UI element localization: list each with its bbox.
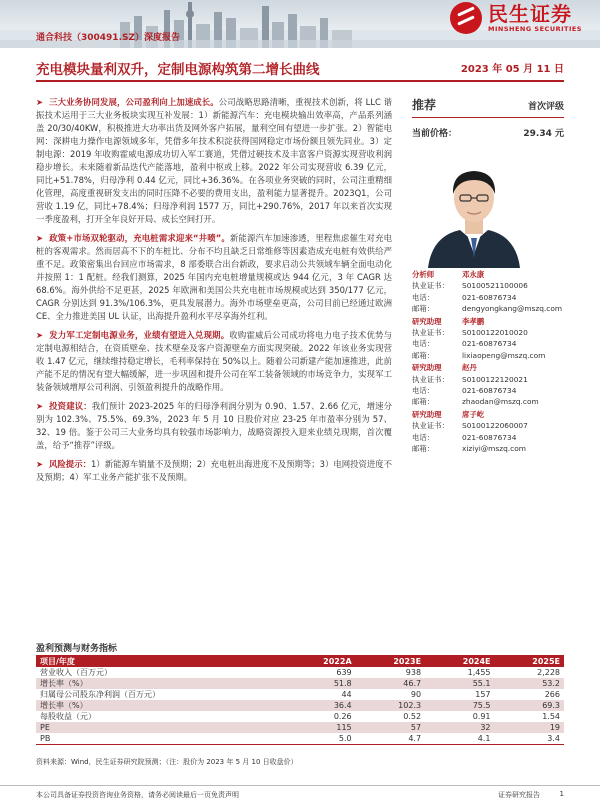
- column-header: 2024E: [425, 655, 494, 667]
- paragraph-text: 1）新能源车销量不及预期；2）充电桩出海进度不及预期等；3）电网投资进度不及预期；4）军工业务产能扩张不及预期。: [36, 459, 393, 482]
- brand-logo: [450, 2, 582, 34]
- footer-divider: [0, 785, 600, 786]
- analyst-block: [412, 268, 564, 315]
- table-cell: 19: [495, 722, 564, 733]
- paragraph-lead: 投资建议：: [49, 401, 92, 411]
- analyst-block: [412, 361, 564, 408]
- column-header: 2025E: [495, 655, 564, 667]
- minsheng-logo-icon: [450, 2, 482, 34]
- table-cell: 归属母公司股东净利润（百万元）: [40, 690, 160, 699]
- table-row: [36, 722, 564, 733]
- table-cell: 4.1: [425, 733, 494, 744]
- paragraph-lead: 政策+市场双轮驱动，充电桩需求迎来“井喷”。: [49, 233, 230, 243]
- paragraph-lead: 发力军工定制电源业务，业绩有望进入兑现期。: [49, 330, 230, 340]
- analyst-role: 研究助理: [412, 409, 442, 419]
- info-value: S0100122120021: [462, 374, 528, 384]
- report-date: 2023 年 05 月 11 日: [460, 64, 564, 75]
- table-cell: 55.1: [425, 678, 494, 689]
- info-key: 执业证书：: [412, 421, 449, 431]
- analyst-phone: [412, 292, 564, 303]
- rating-label: 推荐: [412, 98, 437, 112]
- footer-disclaimer: 本公司具备证券投资咨询业务资格，请务必阅读最后一页免责声明: [36, 791, 239, 799]
- paragraph-military-power: [36, 329, 392, 394]
- paragraph-text: 公司战略思路清晰，重视技术创新，将 LLC 谐振技术运用于三大业务板块实现互补发展：1）新能源汽车：充电模块输出效率高，产品系列涵盖 20/30/40KW，积极推进大功率出货及网外客户拓展，量利空间有望进一步扩张。2）智能电网：深耕电力操作电源领域多年，凭借多年技术积淀获得国网稳定市场份额且领先同业。3）定制电源：2019 年收购霍威电源成功切入军工赛道，凭借过硬技术及丰富客户资源实现营收利润稳步增长。未来随着新品迭代产能落地，盈利中枢或上移。2022 年公司实现营收 6.39 亿元，同比+51.78%，归母净利 0.44 亿元，同比+36.36%。在各项业务突破的同时，公司注重精细化管理，高度重视研发支出的同时压降不必要的费用支出，盈利能力显著提升。2023Q1，公司营收 1.19 亿，同比+78.4%；归母净利润 1577 万，同比+290.76%，2017 年以来首次实现一季度盈利，打开全年良好开局、成长空间打开。: [36, 97, 392, 224]
- table-cell: 1,455: [467, 668, 491, 677]
- table-cell: 增长率（%）: [36, 678, 285, 689]
- table-cell: 0.52: [403, 712, 422, 721]
- table-cell: 4.7: [356, 733, 425, 744]
- table-row: [36, 733, 564, 744]
- table-cell: 增长率（%）: [36, 700, 285, 711]
- arrow-bullet-icon: ➤: [36, 330, 44, 340]
- info-value: dengyongkang@mszq.com: [462, 304, 563, 314]
- paragraph-text: 我们预计 2023-2025 年的归母净利润分别为 0.90、1.57、2.66 亿元，增速分别为 102.3%、75.5%、69.3%，2023 年 5 月 10 日股价对应 23-25 年市盈率分别为 57、32、19 倍。鉴于公司三大业务均具有较强市场影响力，战略资源投入迎来业绩兑现期，首次覆盖，给予“推荐”评级。: [36, 401, 392, 450]
- paragraph-business-growth: [36, 96, 392, 226]
- table-cell: 57: [356, 722, 425, 733]
- table-row: [36, 678, 564, 689]
- table-cell: 102.3: [356, 700, 425, 711]
- analyst-email: [412, 443, 564, 454]
- column-header: 2022A: [285, 655, 356, 667]
- info-key: 电话：: [412, 386, 435, 396]
- financial-forecast-table: [36, 655, 564, 745]
- table-cell: 3.4: [495, 733, 564, 744]
- table-cell: 2,228: [537, 668, 560, 677]
- arrow-bullet-icon: ➤: [36, 97, 44, 107]
- analyst-license: [412, 374, 564, 385]
- analyst-role: 研究助理: [412, 363, 442, 373]
- paragraph-lead: 三大业务协同发展，公司盈利向上加速成长。: [49, 97, 219, 107]
- table-cell: 36.4: [285, 700, 356, 711]
- table-cell: 266: [544, 690, 560, 699]
- analyst-block: [412, 315, 564, 362]
- analyst-email: [412, 303, 564, 314]
- analyst-phone: [412, 385, 564, 396]
- analyst-block: [412, 408, 564, 455]
- table-cell: 44: [341, 690, 352, 699]
- analyst-list: [412, 268, 564, 455]
- info-key: 邮箱：: [412, 397, 435, 407]
- analyst-head: [412, 361, 564, 373]
- price-label: 当前价格：: [412, 129, 458, 139]
- info-key: 邮箱：: [412, 350, 435, 360]
- table-cell: 1.54: [542, 712, 560, 721]
- paragraph-charging-demand: [36, 232, 392, 323]
- page-number: 1: [559, 790, 564, 798]
- info-value: 021-60876734: [462, 432, 517, 442]
- table-cell: 51.8: [285, 678, 356, 689]
- table-cell: 157: [475, 690, 491, 699]
- report-body: [36, 96, 392, 490]
- analyst-license: [412, 327, 564, 338]
- footer-report-label: 证券研究报告: [498, 791, 540, 799]
- table-cell: 每股收益（元）: [40, 712, 96, 721]
- analyst-name: 邓永康: [462, 270, 485, 279]
- info-key: 电话：: [412, 292, 435, 302]
- analyst-phone: [412, 432, 564, 443]
- table-cell: 69.3: [495, 700, 564, 711]
- analyst-email: [412, 396, 564, 407]
- analyst-phone: [412, 338, 564, 349]
- arrow-bullet-icon: ➤: [36, 459, 44, 469]
- arrow-bullet-icon: ➤: [36, 401, 44, 411]
- info-key: 邮箱：: [412, 304, 435, 314]
- info-value: S0100521100006: [462, 281, 528, 291]
- info-key: 电话：: [412, 339, 435, 349]
- company-report-type: 通合科技（300491.SZ）深度报告: [36, 33, 181, 43]
- info-value: lixiaopeng@mszq.com: [462, 350, 546, 360]
- analyst-license: [412, 420, 564, 431]
- info-value: xiziyi@mszq.com: [462, 444, 526, 454]
- report-title: 充电模块量利双升，定制电源构筑第二增长曲线: [36, 62, 320, 78]
- analyst-role: 分析师: [412, 270, 435, 279]
- analyst-email: [412, 350, 564, 361]
- table-row: [36, 711, 564, 722]
- table-header-row: [36, 655, 564, 667]
- rating-sidebar: [412, 96, 564, 139]
- paragraph-lead: 风险提示：: [49, 459, 91, 469]
- analyst-name: 赵丹: [462, 363, 477, 373]
- table-title: 盈利预测与财务指标: [36, 644, 118, 654]
- table-cell: 53.2: [495, 678, 564, 689]
- analyst-head: [412, 315, 564, 327]
- info-value: zhaodan@mszq.com: [462, 397, 539, 407]
- table-cell: 938: [405, 668, 422, 677]
- paragraph-text: 新能源汽车加速渗透，里程焦虑催生对充电桩的客观需求。然而居高不下的车桩比、分布不均且缺乏日常维修等因素造成充电桩有效供给严重不足。政策密集出台回应市场需求，8 部委联合出台新政，要求启动公共领域车辆全面电动化并按照 1：1 配桩。经我们测算，2025 年国内充电桩增量规模或达 944 亿元，3 年 CAGR 达 68.6%。海外供给不足更甚，2025 年欧洲和美国公共充电桩市场规模或达到 350/177 亿元，CAGR 分别达到 91.3%/106.3%，更具发展潜力。海外市场壁垒更高，公司目前已经通过欧洲 CE、全力推进美国 UL 认证，出海提升盈利水平尽享海外红利。: [36, 233, 392, 321]
- info-key: 电话：: [412, 432, 435, 442]
- table-row: [36, 700, 564, 711]
- column-header: 2023E: [356, 655, 425, 667]
- table-cell: 46.7: [356, 678, 425, 689]
- table-cell: PB: [36, 733, 285, 744]
- price-row: [412, 126, 564, 139]
- table-cell: 5.0: [285, 733, 356, 744]
- info-value: S0100122010020: [462, 328, 528, 338]
- header-banner: [0, 0, 600, 48]
- analyst-role: 研究助理: [412, 316, 442, 326]
- info-key: 执业证书：: [412, 281, 449, 291]
- info-value: 021-60876734: [462, 386, 517, 396]
- table-cell: PE: [36, 722, 285, 733]
- info-value: S0100122060007: [462, 421, 528, 431]
- table-source-note: 资料来源：Wind，民生证券研究院预测；（注：股价为 2023 年 5 月 10 日收盘价）: [36, 758, 298, 766]
- table-cell: 32: [425, 722, 494, 733]
- analyst-name: 席子屹: [462, 409, 485, 419]
- info-value: 021-60876734: [462, 339, 517, 349]
- table-row: [36, 667, 564, 678]
- arrow-bullet-icon: ➤: [36, 233, 44, 243]
- analyst-name: 李孝鹏: [462, 316, 485, 326]
- logo-chinese-text: 民生证券: [488, 2, 572, 26]
- price-value: 29.34 元: [523, 129, 564, 139]
- table-cell: 0.26: [333, 712, 352, 721]
- info-value: 021-60876734: [462, 292, 517, 302]
- info-key: 执业证书：: [412, 328, 449, 338]
- rating-row: [412, 96, 564, 118]
- analyst-head: [412, 408, 564, 420]
- table-cell: 639: [336, 668, 352, 677]
- info-key: 邮箱：: [412, 444, 435, 454]
- table-cell: 0.91: [472, 712, 491, 721]
- analyst-portrait-icon: [414, 150, 534, 268]
- analyst-license: [412, 280, 564, 291]
- table-cell: 营业收入（百万元）: [40, 668, 112, 677]
- table-row: [36, 689, 564, 700]
- paragraph-risk-warning: [36, 458, 392, 484]
- analyst-head: [412, 268, 564, 280]
- info-key: 执业证书：: [412, 374, 449, 384]
- table-cell: 75.5: [425, 700, 494, 711]
- table-cell: 90: [410, 690, 422, 699]
- paragraph-text: 收购霍威后公司成功将电力电子技术优势与定制电源相结合，在资质壁垒、技术壁垒及客户资源壁垒方面实现突破。2022 年该业务实现营收 1.47 亿元，继续维持稳定增长，毛利率保持在 50%以上。随着公司新建产能加速推进，此前产能不足的情况有望大幅缓解，进一步巩固和提升公司在军工装备领域的市场竞争力，实现军工装备领域增厚公司利润、引领盈利提升的战略作用。: [36, 330, 393, 392]
- analyst-photo: [414, 150, 534, 268]
- column-header: 项目/年度: [36, 655, 285, 667]
- paragraph-investment-advice: [36, 400, 392, 452]
- logo-english-text: MINSHENG SECURITIES: [488, 25, 582, 33]
- rating-value: 首次评级: [527, 102, 564, 112]
- table-cell: 115: [285, 722, 356, 733]
- title-divider: [36, 80, 564, 82]
